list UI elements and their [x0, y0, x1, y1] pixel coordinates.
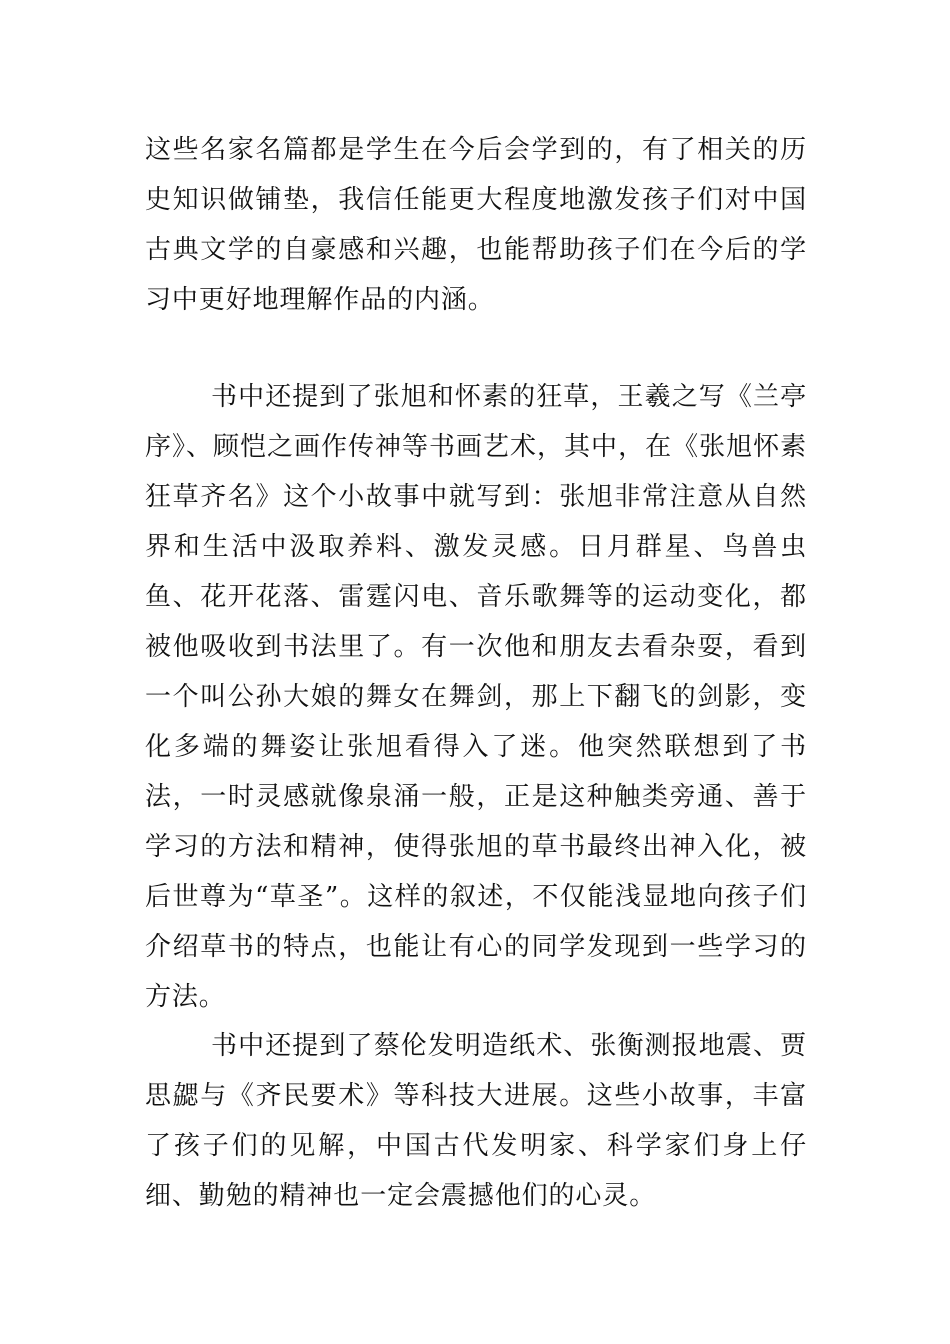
paragraph-3: 书中还提到了蔡伦发明造纸术、张衡测报地震、贾思勰与《齐民要术》等科技大进展。这些小故事，丰富了孩子们的见解，中国古代发明家、科学家们身上仔细、勤勉的精神也一定会震撼他们的心灵。 [145, 1031, 807, 1211]
paragraph-2: 书中还提到了张旭和怀素的狂草，王羲之写《兰亭序》、顾恺之画作传神等书画艺术，其中，在《张旭怀素狂草齐名》这个小故事中就写到：张旭非常注意从自然界和生活中汲取养料、激发灵感。日月群星、鸟兽虫鱼、花开花落、雷霆闪电、音乐歌舞等的运动变化，都被他吸收到书法里了。有一次他和朋友去看杂耍，看到一个叫公孙大娘的舞女在舞剑，那上下翻飞的剑影，变化多端的舞姿让张旭看得入了迷。他突然联想到了书法，一时灵感就像泉涌一般，正是这种触类旁通、善于学习的方法和精神，使得张旭的草书最终出神入化，被后世尊为“草圣”。这样的叙述，不仅能浅显地向孩子们介绍草书的特点，也能让有心的同学发现到一些学习的方法。 [145, 382, 807, 1012]
paragraph-1: 这些名家名篇都是学生在今后会学到的，有了相关的历史知识做铺垫，我信任能更大程度地激发孩子们对中国古典文学的自豪感和兴趣，也能帮助孩子们在今后的学习中更好地理解作品的内涵。 [145, 135, 807, 315]
